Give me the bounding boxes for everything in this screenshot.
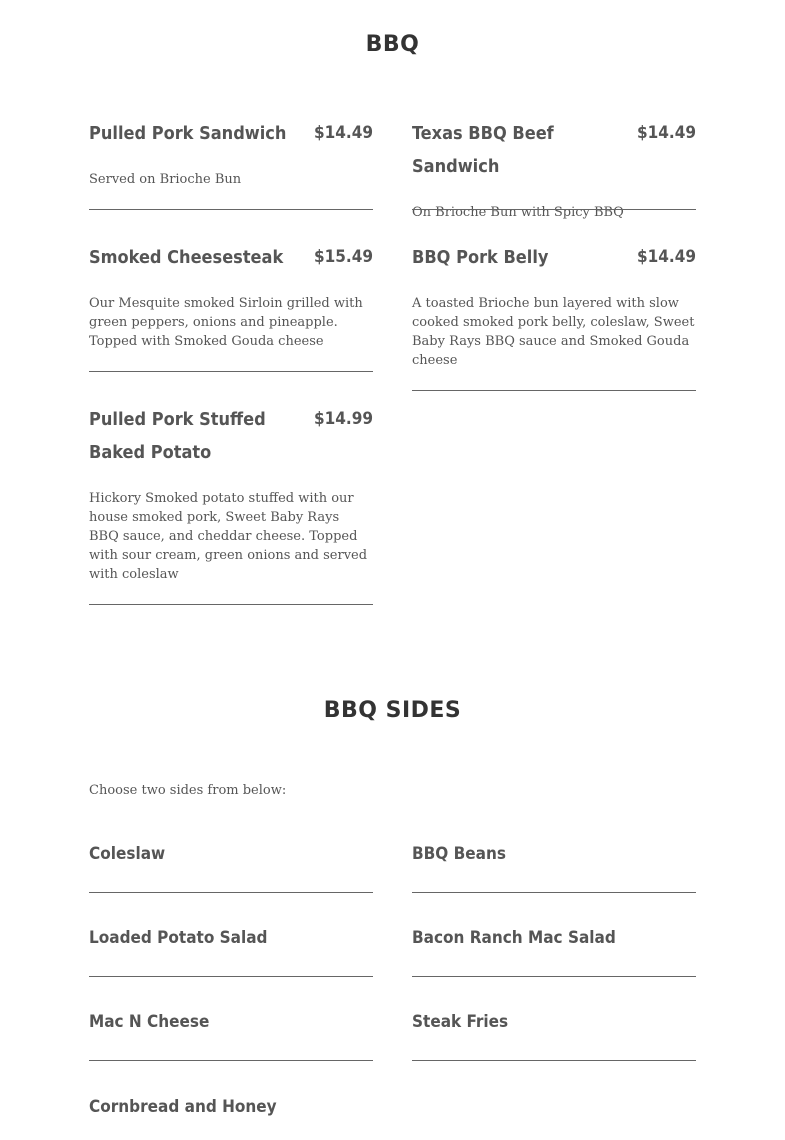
side-item-coleslaw: Coleslaw <box>89 844 166 864</box>
side-item-bbq-beans: BBQ Beans <box>412 844 506 864</box>
menu-item-bbq-pork-belly <box>412 241 696 370</box>
item-divider <box>89 209 373 210</box>
menu-item-price: $14.49 <box>636 247 696 267</box>
item-divider <box>89 1060 373 1061</box>
side-item-mac-n-cheese: Mac N Cheese <box>89 1012 210 1032</box>
side-item-loaded-potato-salad: Loaded Potato Salad <box>89 928 268 948</box>
menu-item-pulled-pork-sandwich <box>89 117 373 189</box>
menu-item-description: Our Mesquite smoked Sirloin grilled with green peppers, onions and pineapple. Topped with Smoked Gouda cheese <box>89 296 363 349</box>
menu-item-smoked-cheesesteak <box>89 241 373 351</box>
menu-item-name: Smoked Cheesesteak <box>89 247 284 268</box>
item-divider <box>89 604 373 605</box>
menu-item-description: Hickory Smoked potato stuffed with our house smoked pork, Sweet Baby Rays BBQ sauce, and cheddar cheese. Topped with sour cream, green onions and served with coleslaw <box>89 491 368 582</box>
menu-item-texas-bbq-beef-sandwich <box>412 117 696 222</box>
bbq-section-title: BBQ <box>365 32 420 57</box>
menu-item-name: BBQ Pork Belly <box>412 247 549 268</box>
side-item-steak-fries: Steak Fries <box>412 1012 509 1032</box>
sides-section-title: BBQ SIDES <box>323 698 462 723</box>
sides-intro-text: Choose two sides from below: <box>89 783 287 798</box>
item-divider <box>412 209 696 210</box>
item-divider <box>412 976 696 977</box>
menu-item-pulled-pork-stuffed-baked-potato <box>89 403 373 584</box>
side-item-cornbread-and-honey: Cornbread and Honey <box>89 1097 277 1117</box>
item-divider <box>412 390 696 391</box>
menu-item-description: On Brioche Bun with Spicy BBQ <box>412 205 624 220</box>
item-divider <box>89 892 373 893</box>
menu-item-name: Texas BBQ Beef Sandwich <box>412 123 554 177</box>
item-divider <box>89 976 373 977</box>
menu-item-description: Served on Brioche Bun <box>89 172 242 187</box>
menu-item-name: Pulled Pork Stuffed Baked Potato <box>89 409 266 463</box>
menu-item-price: $14.49 <box>313 123 373 143</box>
menu-item-price: $15.49 <box>313 247 373 267</box>
menu-item-name: Pulled Pork Sandwich <box>89 123 287 144</box>
menu-item-price: $14.49 <box>636 123 696 143</box>
menu-item-description: A toasted Brioche bun layered with slow cooked smoked pork belly, coleslaw, Sweet Baby Rays BBQ sauce and Smoked Gouda cheese <box>412 296 695 368</box>
item-divider <box>412 1060 696 1061</box>
item-divider <box>412 892 696 893</box>
item-divider <box>89 371 373 372</box>
menu-item-price: $14.99 <box>313 409 373 429</box>
side-item-bacon-ranch-mac-salad: Bacon Ranch Mac Salad <box>412 928 616 948</box>
